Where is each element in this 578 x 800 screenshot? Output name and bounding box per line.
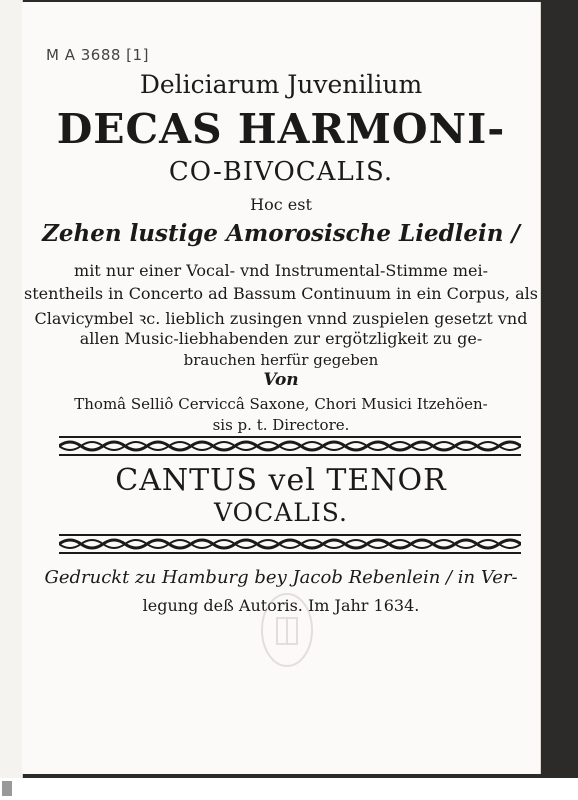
library-stamp [260,592,314,668]
subtitle-line-1: Zehen lustige Amorosische Liedlein / [42,220,520,247]
author-von: Von [263,370,299,390]
ornament-border-bottom [59,533,521,555]
title-line-3: CO-BIVOCALIS. [168,157,394,187]
title-line-2: DECAS HARMONI- [56,105,506,153]
author-line-2: sis p. t. Directore. [212,416,350,434]
ornament-border-top [59,435,521,457]
title-line-1: Deliciarum Juvenilium [139,70,423,99]
imprint-line-1: Gedruckt zu Hamburg bey Jacob Rebenlein / in Ver- [44,567,518,588]
title-page [22,2,540,774]
shelfmark: M A 3688 [1] [46,46,149,64]
subtitle-line-6: brauchen herfür gegeben [183,351,379,369]
author-line-1: Thomâ Selliô Cerviccâ Saxone, Chori Musici Itzehöen- [74,395,488,413]
subtitle-line-5: allen Music-liebhabenden zur ergötzligkeit zu ge- [79,329,483,348]
left-margin-strip [0,0,23,778]
voice-line-1: CANTUS vel TENOR [115,463,447,498]
viewer-footer [0,778,578,800]
subtitle-line-4: Clavicymbel ꝛc. lieblich zusingen vnnd zuspielen gesetzt vnd [34,309,528,328]
title-line-4: Hoc est [250,195,312,214]
subtitle-line-2: mit nur einer Vocal- vnd Instrumental-Stimme mei- [74,261,488,280]
library-logo [2,781,12,796]
subtitle-line-3: stentheils in Concerto ad Bassum Continuum in ein Corpus, als [24,284,538,303]
imprint-line-2: legung deß Autoris. Im Jahr 1634. [142,596,420,615]
voice-line-2: VOCALIS. [214,498,348,527]
